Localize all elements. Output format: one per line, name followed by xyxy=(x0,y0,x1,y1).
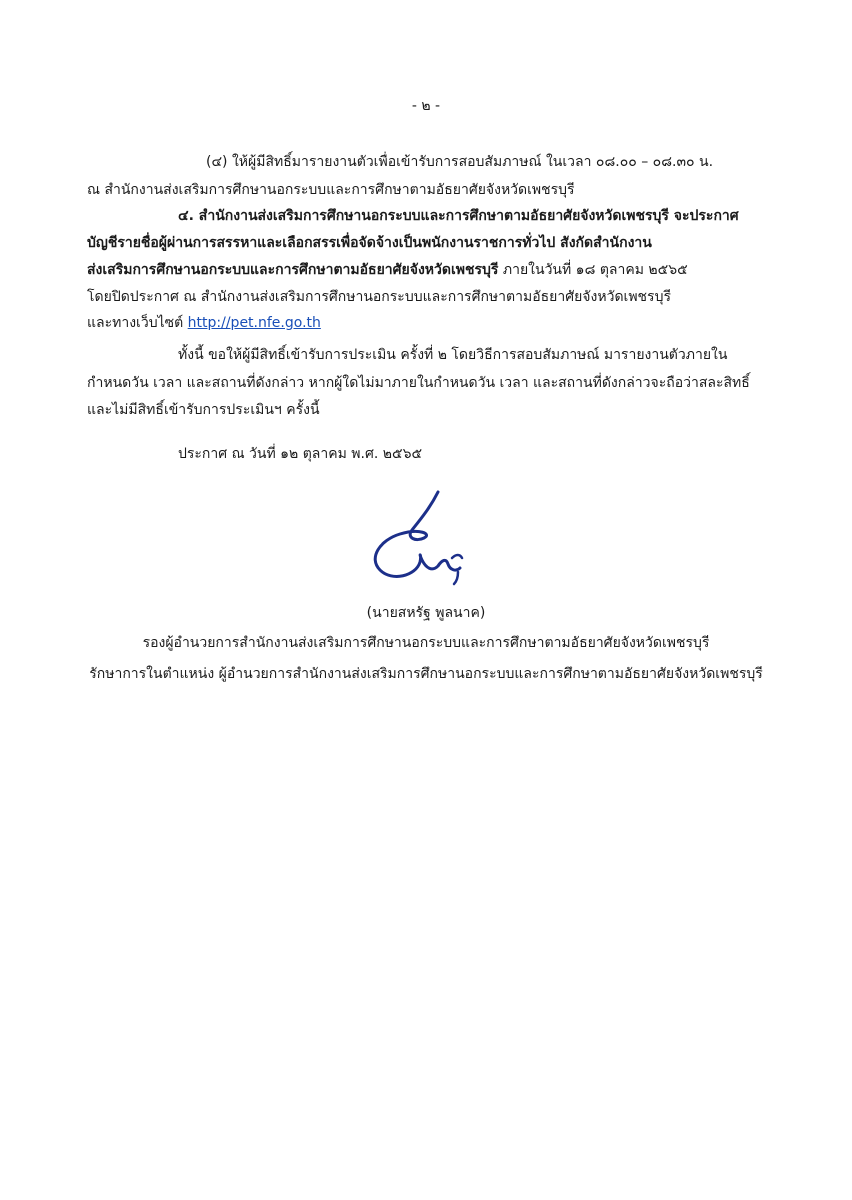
signer-position-2: รักษาการในตำแหน่ง ผู้อำนวยการสำนักงานส่งเสริมการศึกษานอกระบบและการศึกษาตามอัธยาศัยจังหวัดเพชรบุรี xyxy=(89,666,763,682)
item-4-line-1: ๔. สำนักงานส่งเสริมการศึกษานอกระบบและการศึกษาตามอัธยาศัยจังหวัดเพชรบุรี จะประกาศ xyxy=(178,208,739,224)
item-4-line-4: โดยปิดประกาศ ณ สำนักงานส่งเสริมการศึกษานอกระบบและการศึกษาตามอัธยาศัยจังหวัดเพชรบุรี xyxy=(87,289,671,305)
item-4-sub-line-2: ณ สำนักงานส่งเสริมการศึกษานอกระบบและการศึกษาตามอัธยาศัยจังหวัดเพชรบุรี xyxy=(87,182,575,198)
signer-position-1: รองผู้อำนวยการสำนักงานส่งเสริมการศึกษานอกระบบและการศึกษาตามอัธยาศัยจังหวัดเพชรบุรี xyxy=(142,635,710,651)
closing-line-2: กำหนดวัน เวลา และสถานที่ดังกล่าว หากผู้ใดไม่มาภายในกำหนดวัน เวลา และสถานที่ดังกล่าวจะถือว่าสละสิทธิ์ xyxy=(87,375,750,391)
website-link[interactable]: http://pet.nfe.go.th xyxy=(187,315,321,331)
item-4-sub-line-1: (๔) ให้ผู้มีสิทธิ์มารายงานตัวเพื่อเข้ารับการสอบสัมภาษณ์ ในเวลา ๐๘.๐๐ – ๐๘.๓๐ น. xyxy=(206,154,714,170)
item-4-line-3-bold: ส่งเสริมการศึกษานอกระบบและการศึกษาตามอัธยาศัยจังหวัดเพชรบุรี xyxy=(87,262,499,278)
item-4-line-2: บัญชีรายชื่อผู้ผ่านการสรรหาและเลือกสรรเพื่อจัดจ้างเป็นพนักงานราชการทั่วไป สังกัดสำนักงาน xyxy=(87,235,652,251)
signature-image xyxy=(360,488,480,588)
item-4-line-3-rest: ภายในวันที่ ๑๘ ตุลาคม ๒๕๖๕ xyxy=(498,262,688,278)
item-4-line-5 xyxy=(87,313,321,333)
website-prefix: และทางเว็บไซต์ xyxy=(87,315,184,331)
closing-line-1: ทั้งนี้ ขอให้ผู้มีสิทธิ์เข้ารับการประเมิน ครั้งที่ ๒ โดยวิธีการสอบสัมภาษณ์ มารายงานตัวภายใน xyxy=(178,347,728,363)
item-4-line-3 xyxy=(87,260,688,280)
announcement-date: ประกาศ ณ วันที่ ๑๒ ตุลาคม พ.ศ. ๒๕๖๕ xyxy=(178,446,423,462)
closing-line-3: และไม่มีสิทธิ์เข้ารับการประเมินฯ ครั้งนี้ xyxy=(87,402,320,418)
page-number: - ๒ - xyxy=(411,98,441,114)
signer-name: (นายสหรัฐ พูลนาค) xyxy=(366,605,486,621)
